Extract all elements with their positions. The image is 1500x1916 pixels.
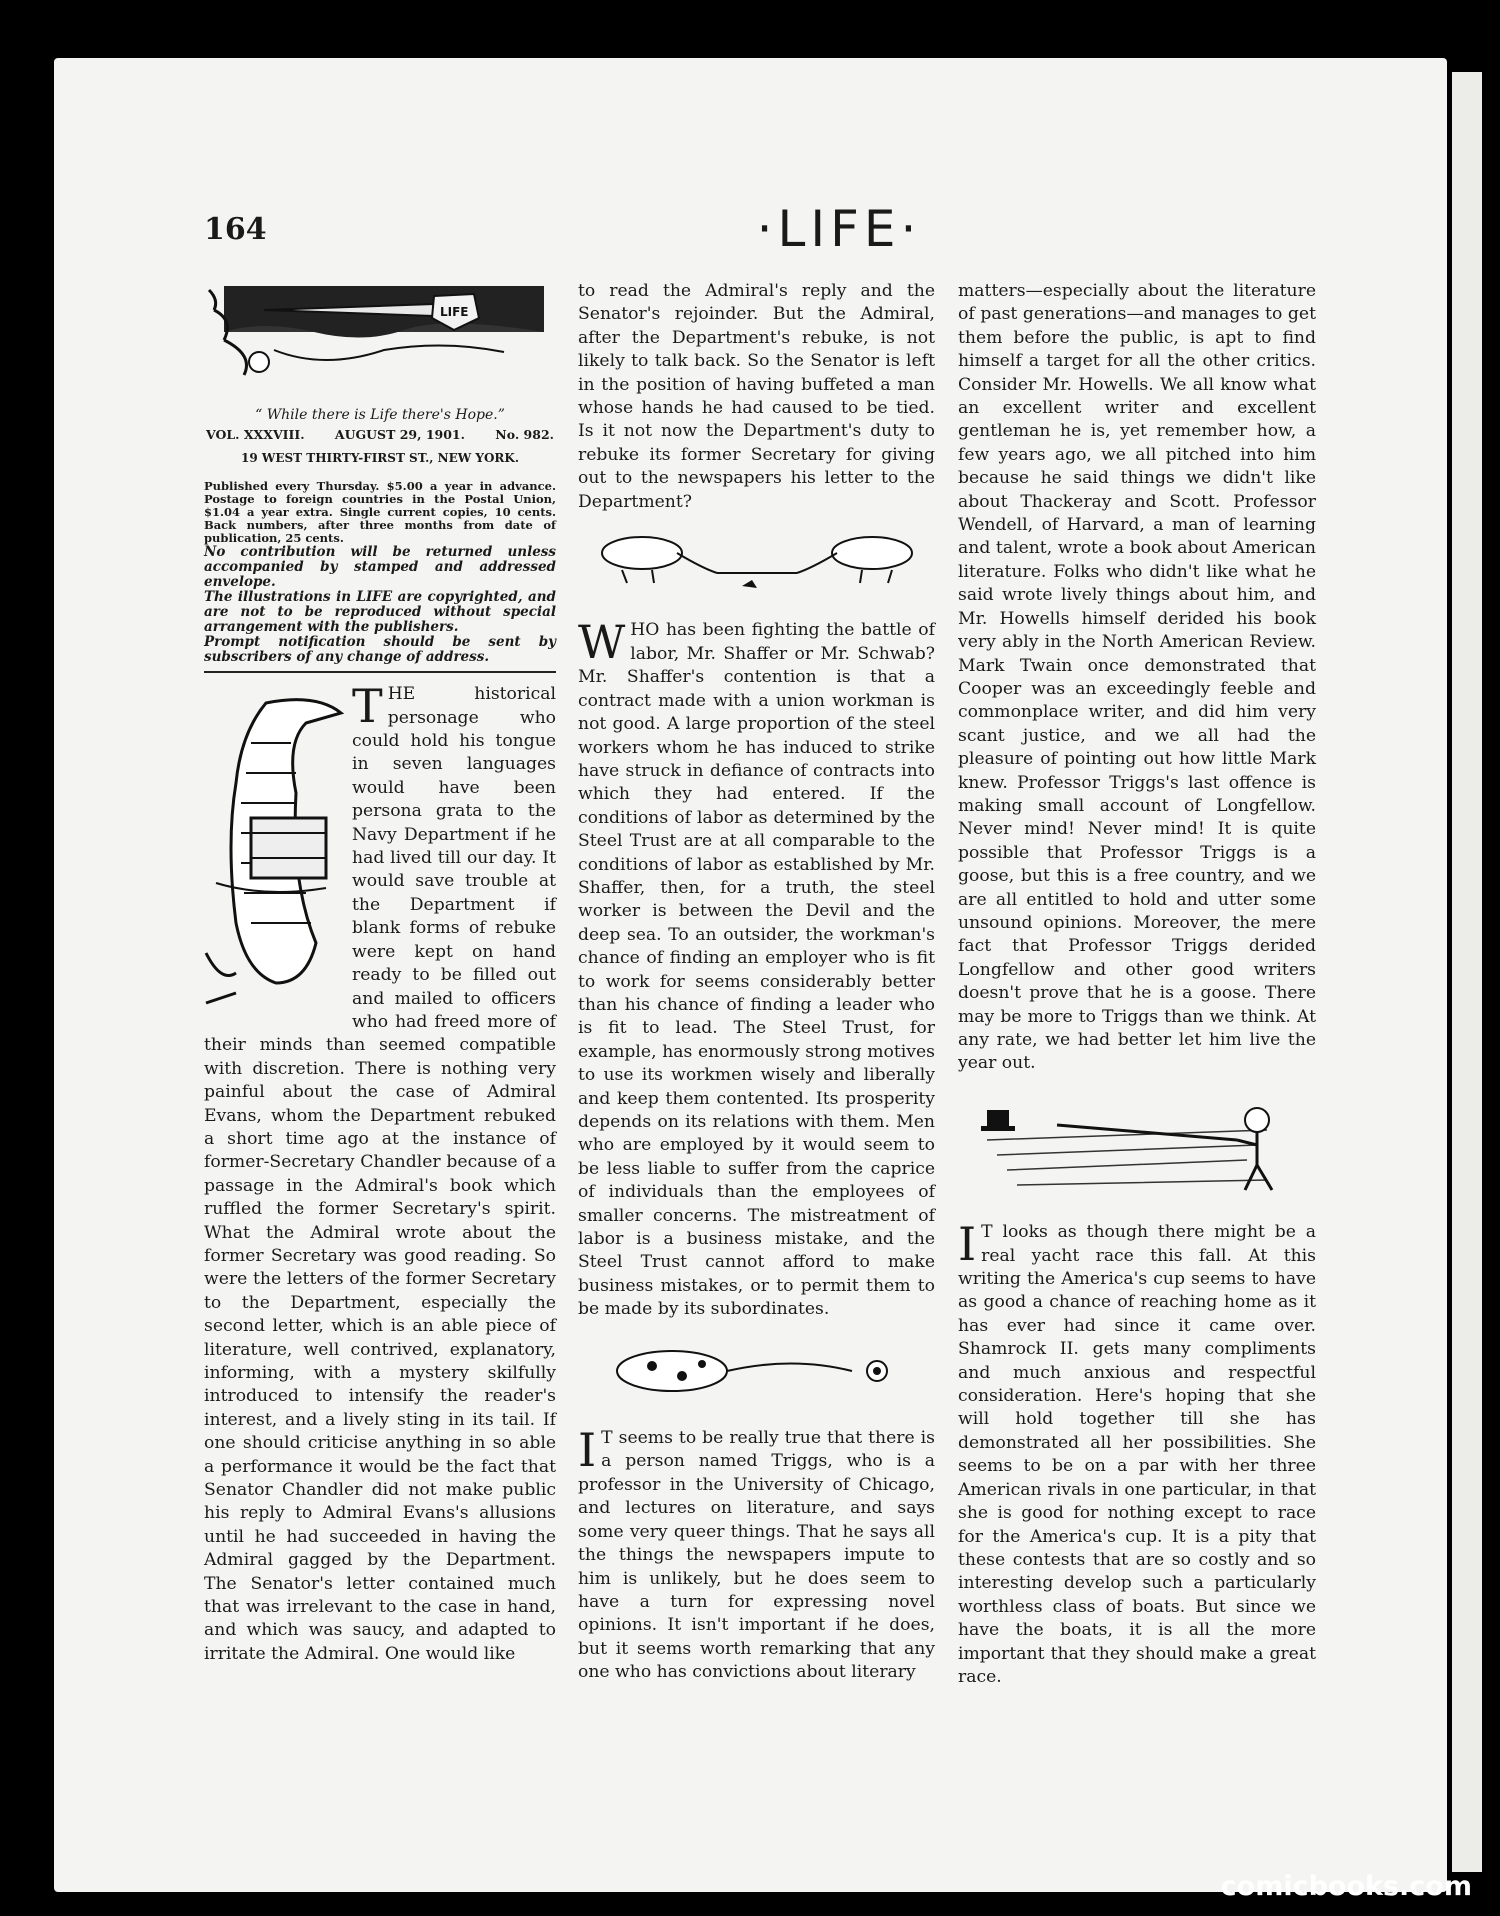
article-admiral-continued: to read the Admiral's reply and the Senator's rejoinder. But the Admiral, after the Department's rebuke, is not likely to talk back. So the Senator is left in the position of having buffeted a man whose hands he had caused to be tied. Is it not now the Department's duty to rebuke its former Secretary for giving out to the newspapers his letter to the Department? (578, 281, 935, 512)
address-change-note: Prompt notification should be sent by subscribers of any change of address. (204, 634, 556, 666)
article-labor-text: HO has been fighting the battle of labor, Mr. Shaffer or Mr. Schwab? Mr. Shaffer's contention is that a contract made with a union workman is not good. A large proportion of the steel workers whom he has induced to strike have struck in defiance of contracts into which they had entered. If the conditions of labor as determined by the Steel Trust are at all comparable to the conditions of labor as established by Mr. Shaffer, then, for a truth, the steel worker is between the Devil and the deep sea. To an outsider, the workman's chance of finding an employer who is fit to work for seems considerably better than his chance of finding a leader who is fit to lead. The Steel Trust, for example, has enormously strong motives to use its workmen wisely and liberally and keep them contented. Its prosperity depends on its relations with them. Men who are employed by it would seem to be less liable to suffer from the caprice of individuals than the employees of smaller concerns. The mistreatment of labor is a business mistake, and the Steel Trust cannot afford to make business mistakes, or to permit them to be made by its subordinates. (578, 620, 935, 1320)
page-header (204, 200, 1354, 260)
article-labor (578, 615, 935, 1321)
article-yacht-race-text: T looks as though there might be a real yacht race this fall. At this writing the America's cup seems to have as good a chance of reaching home as it has ever had since it came over. Shamrock II. gets many compliments and much anxious and respectful consideration. Here's hoping that she will hold together till she has demonstrated all her possibilities. She seems to be on a par with her three American rivals in one particular, in that she is good for nothing except to race for the America's cup. It is a pity that these contests that are so costly and so interesting develop such a particularly worthless class of boats. But since we have the boats, it is all the more important that they should make a great race. (958, 1222, 1316, 1687)
page-number: 164 (204, 212, 267, 247)
geese-divider-illustration (578, 528, 935, 605)
article-triggs (578, 1423, 935, 1684)
boy-hat-illustration (958, 1090, 1316, 1207)
drop-cap-w: W (578, 615, 626, 670)
article-yacht-race (958, 1217, 1316, 1689)
next-page-edge (1452, 72, 1482, 1872)
publication-info: Published every Thursday. $5.00 a year in advance. Postage to foreign countries in the Postal Union, $1.04 a year extra. Single current copies, 10 cents. Back numbers, after three months from date of publication, 25 cents. (204, 479, 556, 546)
contribution-note: No contribution will be returned unless accompanied by stamped and addressed envelope. (204, 544, 556, 591)
column-3 (958, 280, 1316, 1689)
motto: “ While there is Life there's Hope.” (255, 407, 505, 424)
drop-cap-t: T (352, 679, 383, 734)
article-admiral-evans-text: HE historical personage who could hold his tongue in seven languages would have been persona grata to the Navy Department if he had lived till our day. It would save trouble at the Department if blank forms of rebuke were kept on hand ready to be filled out and mailed to officers who had freed more of their minds than seemed compatible with discretion. There is nothing very painful about the case of Admiral Evans, whom the Department rebuked a short time ago at the instance of former-Secretary Chandler because of a passage in the Admiral's book which ruffled the former Secretary's spirit. What the Admiral wrote about the former Secretary was good reading. So were the letters of the former Secretary to the Department, especially the second letter, which is an able piece of literature, well contrived, explanatory, informing, with a mystery skilfully introduced to intensify the reader's interest, and a lively sting in its tail. If one should criticise anything in so able a performance it would be the fact that Senator Chandler did not make public his reply to Admiral Evans's allusions until he had succeeded in having the Admiral gagged by the Department. The Senator's letter contained much that was irrelevant to the case in hand, and which was saucy, and adapted to irritate the Admiral. One would like (204, 684, 556, 1664)
column-2 (578, 280, 935, 1685)
article-triggs-continued: matters—especially about the literature of past generations—and manages to get them before the public, is apt to find himself a target for all the other critics. Consider Mr. Howells. We all know what an excellent writer and excellent gentleman he is, yet remember how, a few years ago, we all pitched into him because he said things we didn't like about Thackeray and Scott. Professor Wendell, of Harvard, a man of learning and talent, wrote a book about American literature. Folks who didn't like what he said wrote lively things about him, and Mr. Howells himself derided his book very ably in the North American Review. Mark Twain once demonstrated that Cooper was an exceedingly feeble and commonplace writer, and did him very scant justice, and we all had the pleasure of pointing out how little Mark knew. Professor Triggs's last offence is making small account of Longfellow. Never mind! Never mind! It is quite possible that Professor Triggs is a goose, but this is a free country, and we are all entitled to hold and utter some unsound opinions. Moreover, the mere fact that Professor Triggs derided Longfellow and other good writers doesn't prove that he is a goose. There may be more to Triggs than we think. At any rate, we had better let him live the year out. (958, 281, 1316, 1074)
copyright-note: The illustrations in LIFE are copyrighted, and are not to be reproduced without special arrangement with the publishers. (204, 589, 556, 636)
drop-cap-i: I (578, 1423, 597, 1478)
svg-text:LIFE: LIFE (440, 305, 469, 319)
alligator-washtub-illustration (196, 683, 346, 1023)
dog-divider-illustration (578, 1336, 935, 1413)
volume-line (204, 423, 556, 446)
drop-cap-i-yacht: I (958, 1217, 977, 1272)
life-banner-illustration (204, 280, 556, 390)
volume: VOL. XXXVIII. (206, 427, 305, 443)
masthead-title: ·LIFE· (756, 200, 922, 258)
column-1 (204, 280, 556, 1666)
section-rule (204, 671, 556, 673)
issue-number: No. 982. (495, 427, 554, 443)
article-triggs-text: T seems to be really true that there is a person named Triggs, who is a professor in the University of Chicago, and lectures on literature, and says some very queer things. That he says all the things the newspapers impute to him is unlikely, but he does seem to have a turn for expressing novel opinions. It isn't important if he does, but it seems worth remarking that any one who has convictions about literary (578, 1428, 935, 1683)
publisher-address: 19 WEST THIRTY-FIRST ST., NEW YORK. (240, 450, 519, 465)
watermark: comicbooks.com (1220, 1871, 1472, 1902)
issue-date: AUGUST 29, 1901. (334, 427, 465, 443)
